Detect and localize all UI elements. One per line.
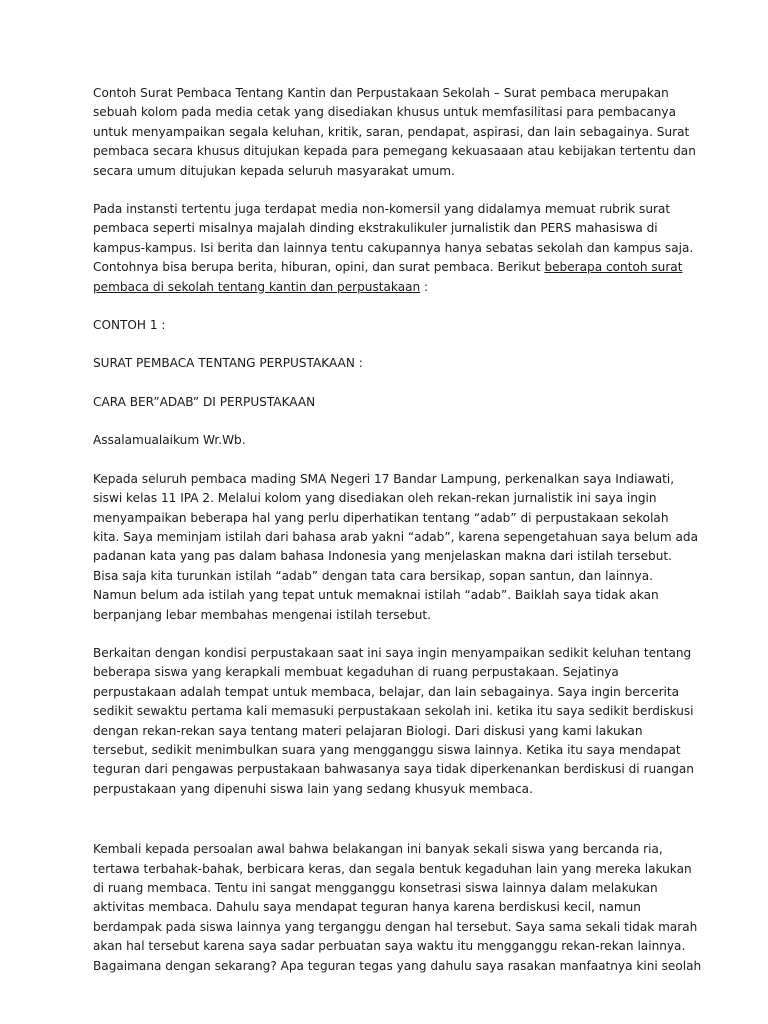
article-link[interactable]: pembaca di sekolah tentang kantin dan perpustakaan bbox=[93, 279, 421, 294]
letter-heading: SURAT PEMBACA TENTANG PERPUSTAKAAN : bbox=[93, 356, 363, 371]
blank-gap bbox=[93, 818, 683, 840]
article-link[interactable]: beberapa contoh surat bbox=[544, 260, 683, 275]
text-line: perpustakaan adalah tempat untuk membaca, belajar, dan lain sebagainya. Saya ingin bercerita bbox=[93, 684, 680, 699]
text-segment: : bbox=[420, 279, 429, 294]
text-line: berdampak pada siswa lainnya yang terganggu dengan hal tersebut. Saya sama sekali tidak marah bbox=[93, 919, 698, 934]
text-line: teguran dari pengawas perpustakaan bahwasanya saya tidak diperkenankan berdiskusi di ruangan bbox=[93, 762, 694, 777]
paragraph-return bbox=[93, 840, 702, 976]
text-line: pembaca secara khusus ditujukan kepada para pemegang kekuasaaan atau kebijakan tertentu dan bbox=[93, 144, 696, 159]
text-line: di ruang membaca. Tentu ini sangat mengganggu konsetrasi siswa lainnya dalam melakukan bbox=[93, 881, 658, 895]
greeting: Assalamualaikum Wr.Wb. bbox=[93, 433, 246, 448]
document-body bbox=[93, 84, 702, 995]
text-line: Pada instansti tertentu juga terdapat media non-komersil yang didalamya memuat rubrik surat bbox=[93, 202, 671, 217]
text-line: Namun belum ada istilah yang tepat untuk memaknai istilah “adab”. Baiklah saya tidak akan bbox=[93, 588, 659, 603]
text-line: Contoh Surat Pembaca Tentang Kantin dan Perpustakaan Sekolah – Surat pembaca merupakan bbox=[93, 86, 669, 100]
text-line: beberapa siswa yang kerapkali membuat kegaduhan di ruang perpustakaan. Sejatinya bbox=[93, 665, 619, 680]
text-segment: Contohnya bisa berupa berita, hiburan, opini, dan surat pembaca. Berikut bbox=[93, 260, 545, 275]
text-line: sebuah kolom pada media cetak yang disediakan khusus untuk memfasilitasi para pembacanya bbox=[93, 105, 677, 120]
paragraph-introduction-writer bbox=[93, 470, 699, 625]
text-line: Kembali kepada persoalan awal bahwa belakangan ini banyak sekali siswa yang bercanda ria, bbox=[93, 842, 663, 857]
text-line: siswi kelas 11 IPA 2. Melalui kolom yang disediakan oleh rekan-rekan jurnalistik ini saya ingin bbox=[93, 491, 657, 506]
text-line: sedikit sewaktu pertama kali memasuki perpustakaan sekolah ini. ketika itu saya sedikit berdiskusi bbox=[93, 704, 694, 719]
text-line: Bisa saja kita turunkan istilah “adab” dengan tata cara bersikap, sopan santun, dan lainnya. bbox=[93, 568, 653, 583]
text-line: secara umum ditujukan kepada seluruh masyarakat umum. bbox=[93, 163, 455, 178]
text-line: perpustakaan yang dipenuhi siswa lain yang sedang khusyuk membaca. bbox=[93, 781, 533, 796]
text-line: Kepada seluruh pembaca mading SMA Negeri 17 Bandar Lampung, perkenalkan saya Indiawati, bbox=[93, 471, 675, 486]
text-line: Bagaimana dengan sekarang? Apa teguran tegas yang dahulu saya rasakan manfaatnya kini seolah bbox=[93, 958, 702, 973]
text-line: padanan kata yang pas dalam bahasa Indonesia yang menjelaskan makna dari istilah tersebut. bbox=[93, 549, 672, 564]
paragraph-intro bbox=[93, 84, 696, 181]
example-heading: CONTOH 1 : bbox=[93, 318, 166, 333]
text-line: Berkaitan dengan kondisi perpustakaan saat ini saya ingin menyampaikan sedikit keluhan tentang bbox=[93, 645, 692, 660]
text-line: kampus-kampus. Isi berita dan lainnya tentu cakupannya hanya sebatas sekolah dan kampus saja. bbox=[93, 240, 694, 255]
text-line: menyampaikan beberapa hal yang perlu diperhatikan tentang “adab” di perpustakaan sekolah bbox=[93, 510, 669, 525]
paragraph-media bbox=[93, 200, 694, 297]
text-line: kita. Saya meminjam istilah dari bahasa arab yakni “adab”, karena sepengetahuan saya belum ada bbox=[93, 529, 699, 544]
letter-title: CARA BER”ADAB” DI PERPUSTAKAAN bbox=[93, 394, 316, 409]
text-line: tertawa terbahak-bahak, berbicara keras, dan segala bentuk kegaduhan lain yang mereka lakukan bbox=[93, 861, 692, 876]
text-line bbox=[93, 278, 683, 297]
text-line: dengan rekan-rekan saya tentang materi pelajaran Biologi. Dari diskusi yang kami lakukan bbox=[93, 723, 643, 738]
text-line: aktivitas membaca. Dahulu saya mendapat teguran hanya karena berdiskusi kecil, namun bbox=[93, 900, 641, 915]
text-line: pembaca seperti misalnya majalah dinding ekstrakulikuler jurnalistik dan PERS mahasiswa di bbox=[93, 221, 658, 236]
text-line: berpanjang lebar membahas mengenai istilah tersebut. bbox=[93, 607, 431, 622]
text-line: tersebut, sedikit menimbulkan suara yang mengganggu siswa lainnya. Ketika itu saya mendapat bbox=[93, 742, 681, 757]
text-line: untuk menyampaikan segala keluhan, kritik, saran, pendapat, aspirasi, dan lain sebagainya. Surat bbox=[93, 124, 690, 139]
text-line bbox=[93, 258, 683, 277]
paragraph-complaint bbox=[93, 644, 694, 799]
text-line: akan hal tersebut karena saya sadar perbuatan saya waktu itu mengganggu rekan-rekan lainnya. bbox=[93, 939, 686, 954]
